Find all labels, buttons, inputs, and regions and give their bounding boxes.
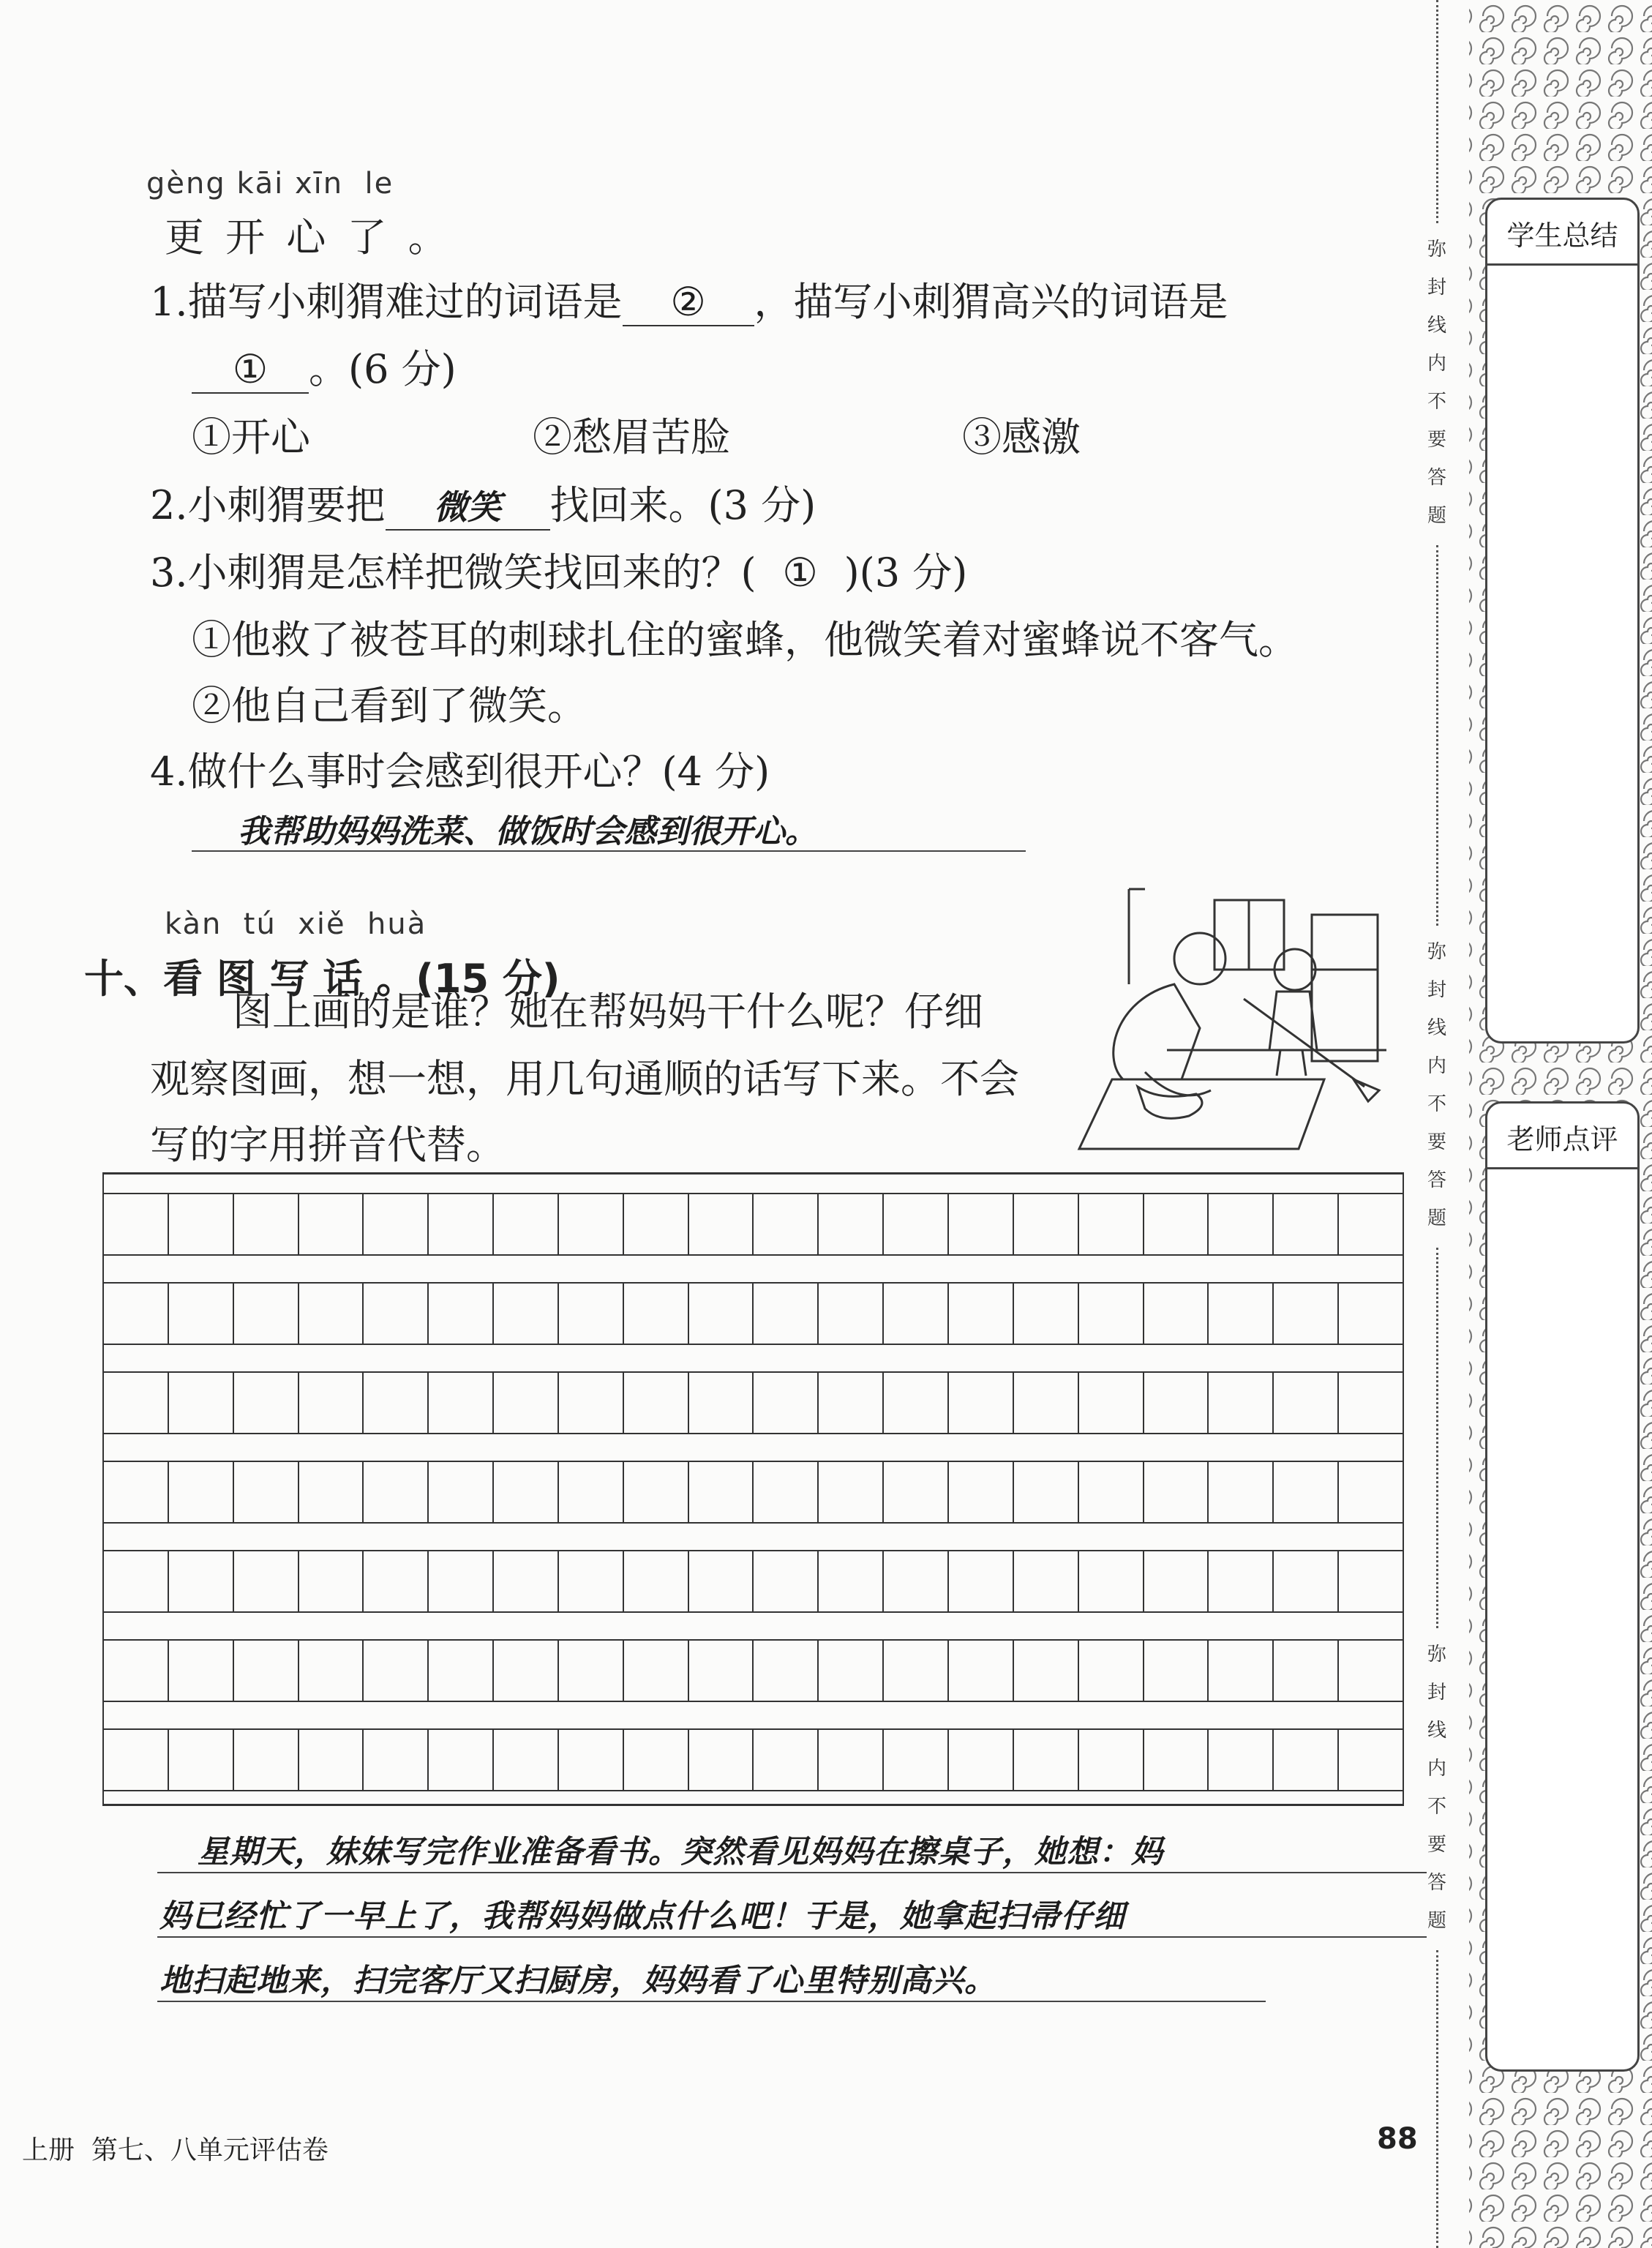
seal-dotted-line [1436,1950,1438,2248]
composition-underline-3 [157,2001,1266,2002]
q1-option-2: ②愁眉苦脸 [533,414,730,460]
composition-line-2: 妈已经忙了一早上了，我帮妈妈做点什么吧！于是，她拿起扫帚仔细 [159,1898,1125,1935]
section10-pinyin: kàn tú xiě huà [165,907,427,941]
grid-row [104,1193,1403,1256]
q1-option-1: ①开心 [192,414,310,460]
teacher-review-panel [1485,1101,1640,2072]
grid-row [104,1728,1403,1791]
seal-dotted-line [1436,545,1438,926]
grid-row [104,1282,1403,1345]
composition-underline-2 [157,1936,1427,1938]
composition-underline-1 [157,1872,1427,1873]
q2-text: 2.小刺猬要把 [150,482,386,528]
question-2 [150,474,816,531]
q3-score: )(3 分) [844,550,968,596]
page-number: 88 [1377,2122,1418,2156]
q3-option-1: ①他救了被苍耳的刺球扎住的蜜蜂，他微笑着对蜜蜂说不客气。 [192,617,1298,663]
q2-answer: 微笑 [434,487,502,527]
student-summary-title: 学生总结 [1487,200,1637,266]
composition-line-1: 星期天，妹妹写完作业准备看书。突然看见妈妈在擦桌子，她想：妈 [198,1834,1163,1870]
question-3 [150,542,967,598]
q1-option-3: ③感激 [962,414,1081,460]
prompt-line-3: 写的字用拼音代替。 [150,1122,506,1168]
pinyin-continuation: gèng kāi xīn le [146,167,394,201]
q4-answer-line [192,850,1026,852]
section10-heading: 十、看 图 写 话 。(15 分) [84,956,560,1002]
grid-row [104,1461,1403,1524]
q1-text: 1.描写小刺猬难过的词语是 [150,279,623,325]
seal-text-3: 弥 封 线 内 不 要 答 题 [1427,1644,1446,1932]
grid-row [104,1639,1403,1702]
q1-text-2: ，描写小刺猬高兴的词语是 [754,279,1228,325]
seal-dotted-line [1436,0,1438,223]
prompt-line-2: 观察图画，想一想，用几句通顺的话写下来。不会 [150,1056,1019,1102]
q1-score: 。(6 分) [309,346,457,392]
illustration-image [1072,882,1390,1156]
seal-dotted-line [1436,1248,1438,1628]
grid-row [104,1550,1403,1613]
seal-text-2: 弥 封 线 内 不 要 答 题 [1427,941,1446,1229]
q1-answer-sad: ② [670,279,706,325]
q2-score: 找回来。(3 分) [549,482,816,528]
prompt-line-1: 图上画的是谁？她在帮妈妈干什么呢？仔细 [233,989,983,1035]
q3-answer: ① [782,550,818,596]
grid-row [104,1371,1403,1434]
continuation-text: 更 开 心 了 。 [165,214,452,261]
question-1-line2 [192,338,457,394]
q1-answer-happy: ① [232,346,269,392]
seal-text-1: 弥 封 线 内 不 要 答 题 [1427,239,1446,527]
composition-line-3: 地扫起地来，扫完客厅又扫厨房，妈妈看了心里特别高兴。 [159,1963,996,1999]
footer-unit-label: 上册 第七、八单元评估卷 [22,2135,328,2165]
q3-option-2: ②他自己看到了微笑。 [192,683,587,729]
question-1 [150,271,1228,327]
question-4: 4.做什么事时会感到很开心？(4 分) [150,749,770,795]
teacher-review-title: 老师点评 [1487,1104,1637,1169]
writing-grid [102,1172,1404,1806]
q3-text: 3.小刺猬是怎样把微笑找回来的？( [150,550,756,596]
student-summary-panel [1485,198,1640,1044]
q4-answer: 我帮助妈妈洗菜、做饭时会感到很开心。 [238,813,817,850]
